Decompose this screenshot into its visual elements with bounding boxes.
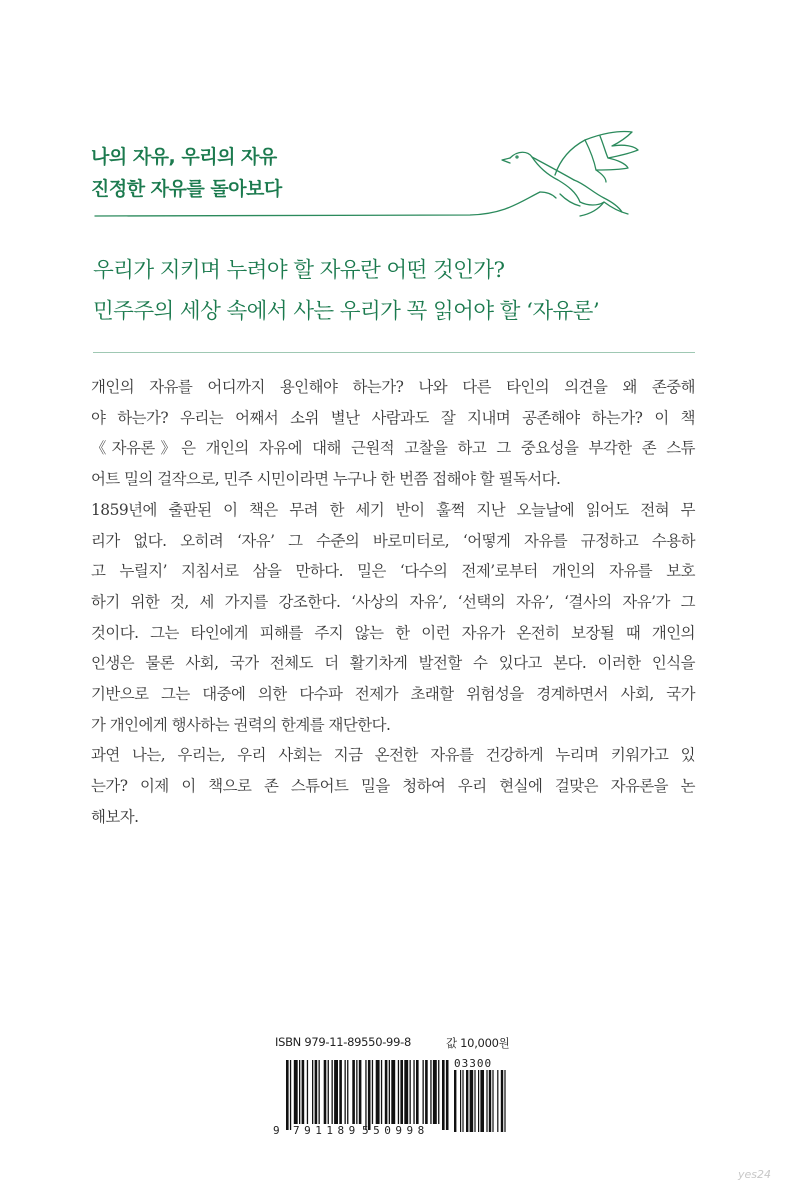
barcode-bar xyxy=(365,1060,366,1130)
barcode-bar xyxy=(438,1060,439,1124)
subtitle-line-1: 우리가 지키며 누려야 할 자유란 어떤 것인가? xyxy=(93,258,505,283)
barcode-bar xyxy=(430,1060,431,1124)
subtitle xyxy=(93,250,599,332)
barcode-bar xyxy=(389,1060,390,1124)
barcode-group-1: 791189 xyxy=(293,1124,360,1137)
barcode-bar xyxy=(398,1060,399,1124)
barcode-addon-bars xyxy=(454,1070,506,1132)
barcode-bar xyxy=(368,1060,371,1130)
barcode-addon-bar xyxy=(470,1070,474,1132)
body-text xyxy=(91,372,695,833)
body-line: 하기 위한 것, 세 가지를 강조한다. ‘사상의 자유’, ‘선택의 자유’, ‘결사의 자유’가 그 xyxy=(91,592,695,611)
headline-line-2: 진정한 자유를 돌아보다 xyxy=(91,178,282,200)
barcode-bar xyxy=(290,1060,291,1130)
barcode-bar xyxy=(381,1060,382,1124)
barcode-addon-bar xyxy=(501,1070,503,1132)
barcode-bar xyxy=(391,1060,395,1124)
dove-icon xyxy=(0,120,789,230)
barcode-addon-bar xyxy=(497,1070,498,1132)
barcode-bar xyxy=(356,1060,357,1124)
barcode-addon-digits: 03300 xyxy=(454,1057,493,1070)
barcode-bar xyxy=(376,1060,380,1124)
body-line: 해보자. xyxy=(91,807,139,826)
barcode-group-2: 550998 xyxy=(362,1124,429,1137)
barcode-bar xyxy=(400,1060,403,1124)
body-line: 개인의 자유를 어디까지 용인해야 하는가? 나와 다른 타인의 의견을 왜 존중해 xyxy=(91,378,695,396)
barcode-bar xyxy=(312,1060,313,1124)
barcode-bar xyxy=(442,1060,445,1130)
watermark: yes24 xyxy=(738,1168,772,1181)
barcode-addon-bar xyxy=(462,1070,463,1132)
body-line: 기반으로 그는 대중에 의한 다수파 전제가 초래할 위험성을 경계하면서 사회, 국가 xyxy=(91,685,695,704)
barcode-bar xyxy=(328,1060,329,1124)
barcode-bar xyxy=(299,1060,300,1124)
barcode-addon-bar xyxy=(492,1070,493,1132)
barcode-bar xyxy=(302,1060,305,1124)
isbn-label: ISBN 979-11-89550-99-8 xyxy=(275,1035,411,1049)
barcode-bar xyxy=(433,1060,437,1124)
barcode-bar xyxy=(334,1060,338,1124)
body-line: 는가? 이제 이 책으로 존 스튜어트 밀을 청하여 우리 현실에 걸맞은 자유론을 논 xyxy=(91,777,695,796)
body-line: 가 개인에게 행사하는 권력의 한계를 재단한다. xyxy=(91,715,391,734)
barcode-bar xyxy=(425,1060,428,1124)
barcode-addon-bar xyxy=(474,1070,475,1132)
barcode-bar xyxy=(294,1060,298,1124)
barcode-bar xyxy=(359,1060,362,1124)
body-line: 야 하는가? 우리는 어째서 소위 별난 사람과도 잘 지내며 공존해야 하는가? 이 책 xyxy=(91,408,695,427)
barcode-bar xyxy=(286,1060,289,1130)
barcode-bar xyxy=(345,1060,346,1124)
barcode-bar xyxy=(413,1060,414,1124)
barcode-addon-bar xyxy=(489,1070,491,1132)
barcode-main-bars xyxy=(286,1060,449,1130)
body-line: 것이다. 그는 타인에게 피해를 주지 않는 한 이런 자유가 온전히 보장될 때 개인의 xyxy=(91,623,695,642)
body-line: 과연 나는, 우리는, 우리 사회는 지금 온전한 자유를 건강하게 누리며 키워가고 있 xyxy=(91,746,695,765)
barcode-addon-bar xyxy=(480,1070,484,1132)
barcode-bar xyxy=(319,1060,320,1124)
barcode-bar xyxy=(332,1060,333,1124)
barcode-bar xyxy=(372,1060,373,1124)
barcode-lead-digit: 9 xyxy=(273,1124,280,1137)
body-line: 어트 밀의 걸작으로, 민주 시민이라면 누구나 한 번쯤 접해야 할 필독서다. xyxy=(91,470,561,489)
body-line: 《자유론》은 개인의 자유에 대해 근원적 고찰을 하고 그 중요성을 부각한 존 스튜 xyxy=(91,439,695,458)
barcode-addon-bar xyxy=(478,1070,479,1132)
barcode-bar xyxy=(410,1060,411,1124)
barcode-bar xyxy=(423,1060,424,1124)
price-label: 값 10,000원 xyxy=(446,1036,510,1050)
barcode-bar xyxy=(307,1060,308,1124)
barcode-addon-bar xyxy=(486,1070,487,1132)
body-line: 1859년에 출판된 이 책은 무려 한 세기 반이 훌쩍 지난 오늘날에 읽어도 전혀 무 xyxy=(91,500,695,519)
subtitle-line-2: 민주주의 세상 속에서 사는 우리가 꼭 읽어야 할 ‘자유론’ xyxy=(93,299,600,324)
barcode-bar xyxy=(404,1060,408,1124)
barcode-addon-bar xyxy=(466,1070,468,1132)
body-line: 리가 없다. 오히려 ‘자유’ 그 수준의 바로미터로, ‘어떻게 자유를 규정하고 수용하 xyxy=(91,531,695,550)
barcode-addon-bar xyxy=(454,1070,456,1132)
barcode-addon-bar xyxy=(504,1070,505,1132)
barcode-bar xyxy=(352,1060,355,1124)
barcode-bar xyxy=(446,1060,449,1130)
body-line: 고 누릴지’ 지침서로 삼을 만하다. 밀은 ‘다수의 전제’로부터 개인의 자유를 보호 xyxy=(91,562,695,581)
barcode-bar xyxy=(315,1060,318,1124)
barcode-bar xyxy=(416,1060,419,1124)
barcode-bar xyxy=(385,1060,388,1124)
barcode-addon-bar xyxy=(460,1070,461,1132)
barcode-bar xyxy=(339,1060,342,1124)
body-line: 인생은 물론 사회, 국가 전체도 더 활기차게 발전할 수 있다고 본다. 이러한 인식을 xyxy=(91,654,695,673)
barcode-bar xyxy=(347,1060,348,1124)
headline-line-1: 나의 자유, 우리의 자유 xyxy=(91,146,277,168)
barcode-bar xyxy=(324,1060,327,1124)
section-divider xyxy=(93,352,695,353)
